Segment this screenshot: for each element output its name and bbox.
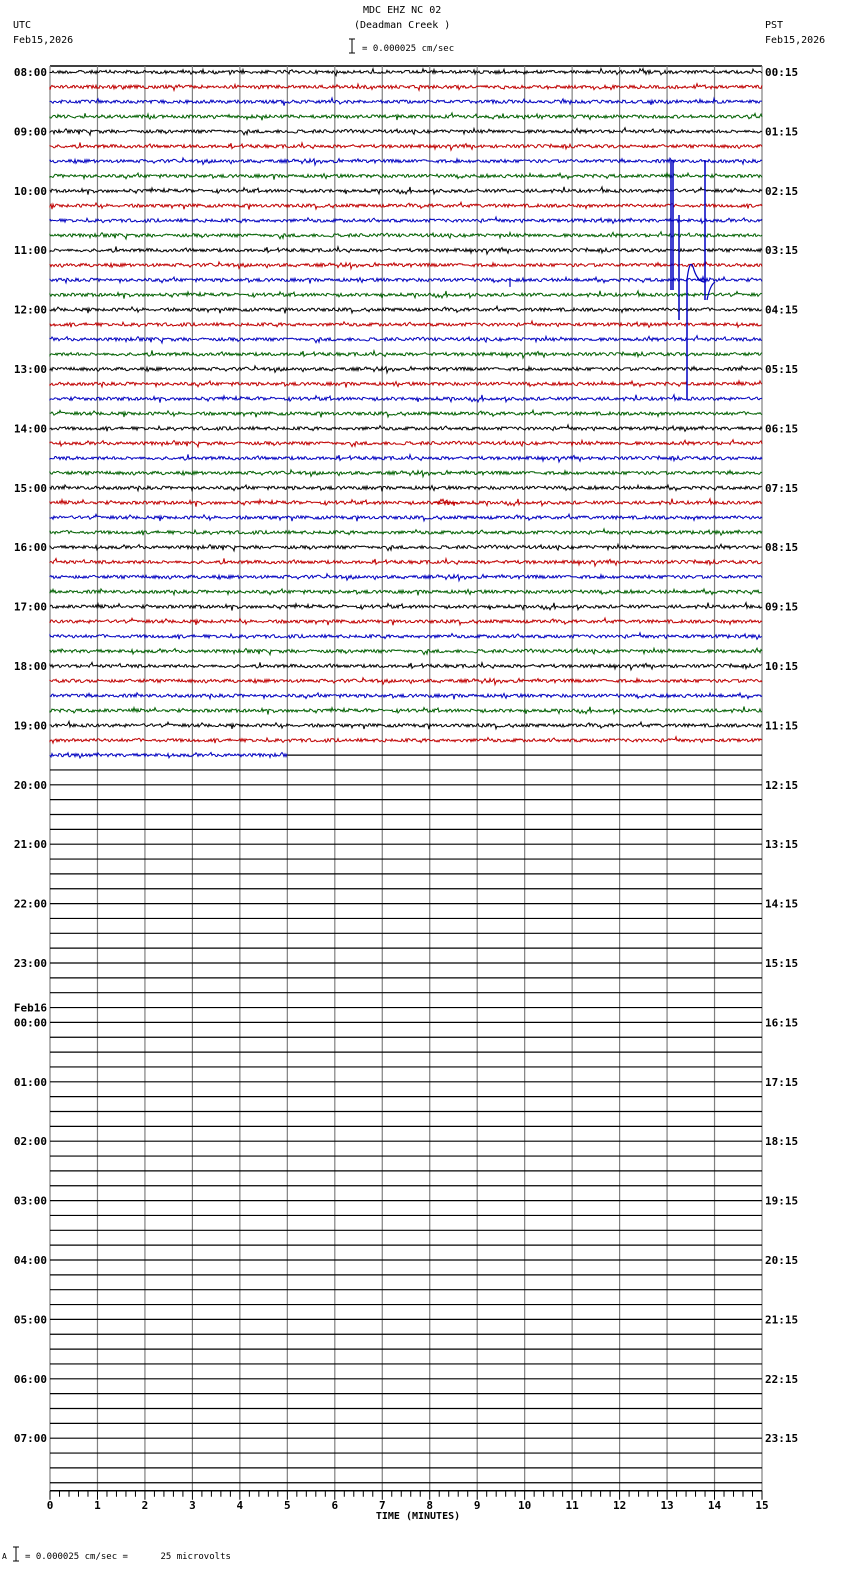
svg-text:14:15: 14:15 bbox=[765, 897, 799, 911]
station-location: (Deadman Creek ) bbox=[354, 20, 451, 31]
svg-text:14:00: 14:00 bbox=[13, 422, 47, 436]
svg-text:15: 15 bbox=[755, 1498, 769, 1512]
svg-text:11:00: 11:00 bbox=[13, 244, 47, 258]
svg-text:TIME (MINUTES): TIME (MINUTES) bbox=[375, 1510, 461, 1522]
svg-text:07:00: 07:00 bbox=[13, 1432, 47, 1446]
svg-text:6: 6 bbox=[331, 1498, 339, 1512]
svg-text:15:15: 15:15 bbox=[765, 957, 799, 970]
svg-text:09:15: 09:15 bbox=[765, 600, 799, 614]
svg-text:A: A bbox=[2, 1552, 7, 1561]
svg-text:21:15: 21:15 bbox=[765, 1313, 799, 1327]
svg-text:08:15: 08:15 bbox=[765, 541, 799, 555]
svg-text:16:00: 16:00 bbox=[13, 541, 47, 555]
svg-text:13: 13 bbox=[660, 1498, 674, 1512]
svg-text:22:15: 22:15 bbox=[765, 1372, 799, 1386]
svg-text:18:00: 18:00 bbox=[13, 660, 47, 673]
svg-text:11:15: 11:15 bbox=[765, 719, 799, 733]
svg-text:13:00: 13:00 bbox=[13, 363, 47, 376]
right-date: Feb15,2026 bbox=[765, 35, 826, 46]
svg-text:7: 7 bbox=[378, 1498, 386, 1512]
svg-text:12:00: 12:00 bbox=[13, 303, 47, 317]
svg-text:06:15: 06:15 bbox=[765, 422, 799, 436]
left-date: Feb15,2026 bbox=[13, 35, 74, 46]
svg-text:15:00: 15:00 bbox=[13, 481, 47, 495]
svg-text:17:15: 17:15 bbox=[765, 1075, 799, 1089]
svg-text:05:15: 05:15 bbox=[765, 363, 799, 376]
svg-text:23:15: 23:15 bbox=[765, 1432, 799, 1446]
svg-text:22:00: 22:00 bbox=[13, 897, 47, 911]
svg-text:07:15: 07:15 bbox=[765, 481, 799, 495]
svg-text:00:00: 00:00 bbox=[13, 1016, 47, 1030]
svg-text:10:00: 10:00 bbox=[13, 184, 47, 198]
svg-text:03:15: 03:15 bbox=[765, 244, 799, 258]
svg-text:02:15: 02:15 bbox=[765, 184, 799, 198]
svg-text:5: 5 bbox=[284, 1498, 291, 1512]
svg-text:04:15: 04:15 bbox=[765, 303, 799, 317]
svg-text:05:00: 05:00 bbox=[13, 1313, 47, 1327]
svg-text:8: 8 bbox=[426, 1498, 434, 1512]
svg-text:18:15: 18:15 bbox=[765, 1135, 799, 1149]
svg-text:9: 9 bbox=[473, 1498, 481, 1512]
svg-text:13:15: 13:15 bbox=[765, 838, 799, 852]
svg-text:20:00: 20:00 bbox=[13, 778, 47, 792]
left-tz: UTC bbox=[13, 20, 32, 31]
svg-text:19:00: 19:00 bbox=[13, 719, 47, 733]
svg-text:23:00: 23:00 bbox=[13, 957, 47, 970]
svg-text:09:00: 09:00 bbox=[13, 125, 47, 139]
svg-text:Feb16: Feb16 bbox=[13, 1001, 47, 1015]
svg-text:04:00: 04:00 bbox=[13, 1254, 47, 1267]
svg-text:4: 4 bbox=[236, 1498, 244, 1512]
svg-text:11: 11 bbox=[565, 1498, 579, 1512]
footer-scale-icon bbox=[2, 1546, 22, 1566]
svg-text:19:15: 19:15 bbox=[765, 1194, 799, 1208]
svg-text:2: 2 bbox=[141, 1498, 149, 1512]
svg-text:1: 1 bbox=[94, 1498, 101, 1512]
svg-text:10:15: 10:15 bbox=[765, 660, 799, 673]
footer-scale-text: = 0.000025 cm/sec = 25 microvolts bbox=[25, 1552, 231, 1562]
svg-text:01:15: 01:15 bbox=[765, 125, 799, 139]
svg-text:20:15: 20:15 bbox=[765, 1254, 799, 1267]
svg-text:08:00: 08:00 bbox=[13, 66, 47, 79]
svg-text:21:00: 21:00 bbox=[13, 838, 47, 852]
svg-text:12: 12 bbox=[612, 1498, 627, 1512]
svg-text:06:00: 06:00 bbox=[13, 1372, 47, 1386]
svg-text:12:15: 12:15 bbox=[765, 778, 799, 792]
svg-text:14: 14 bbox=[707, 1498, 722, 1512]
scale-text: = 0.000025 cm/sec bbox=[362, 44, 455, 54]
svg-text:0: 0 bbox=[46, 1498, 54, 1512]
station-title: MDC EHZ NC 02 bbox=[363, 5, 442, 16]
svg-text:16:15: 16:15 bbox=[765, 1016, 799, 1030]
svg-text:02:00: 02:00 bbox=[13, 1135, 47, 1149]
svg-text:03:00: 03:00 bbox=[13, 1194, 47, 1208]
svg-text:00:15: 00:15 bbox=[765, 66, 799, 79]
svg-text:10: 10 bbox=[518, 1498, 532, 1512]
right-tz: PST bbox=[765, 20, 784, 31]
svg-text:17:00: 17:00 bbox=[13, 600, 47, 614]
svg-text:01:00: 01:00 bbox=[13, 1075, 47, 1089]
svg-text:3: 3 bbox=[189, 1498, 196, 1512]
